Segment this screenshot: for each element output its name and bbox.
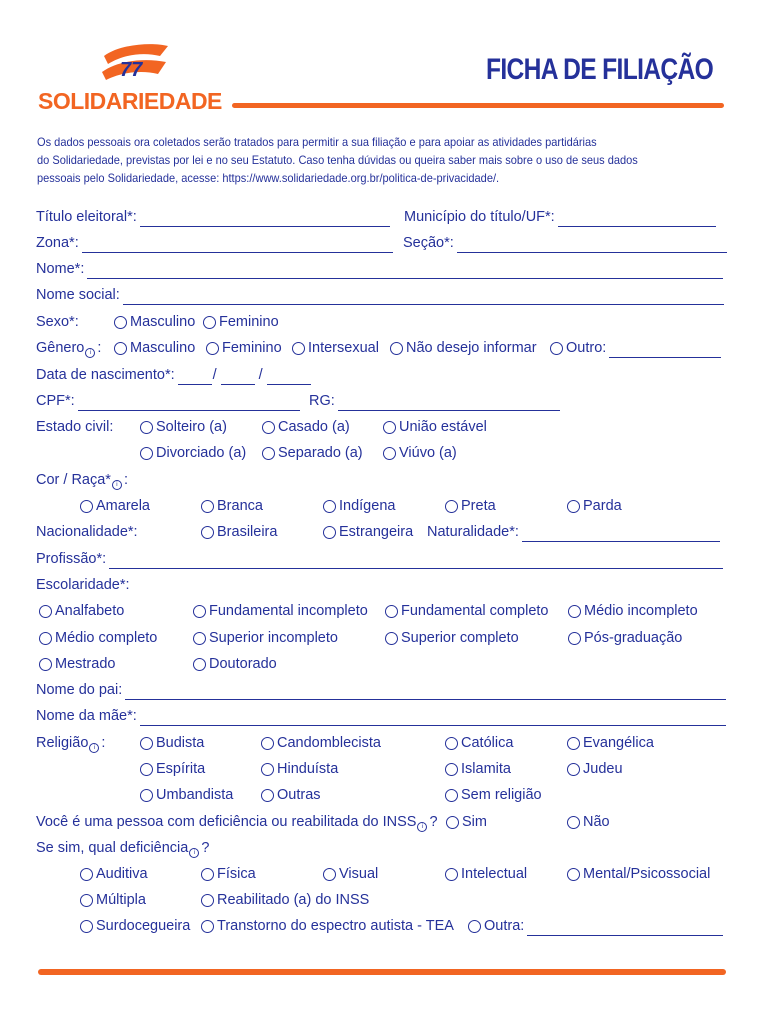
option-label: Múltipla: [96, 892, 146, 908]
radio-button[interactable]: [567, 816, 580, 829]
row-religiao-3: [36, 785, 728, 807]
option-outras[interactable]: [261, 785, 321, 805]
row-deficiencia-3: [36, 916, 728, 938]
option-label: Feminino: [222, 340, 282, 356]
titulo-blank[interactable]: [140, 211, 390, 227]
zona-field[interactable]: [36, 233, 393, 253]
option-label: Surdocegueira: [96, 918, 191, 934]
radio-button[interactable]: [193, 605, 206, 618]
option-deficiencia-outra[interactable]: [468, 916, 723, 936]
option-judeu[interactable]: [567, 759, 623, 779]
option-label: Médio incompleto: [584, 603, 698, 619]
info-icon[interactable]: i: [189, 848, 199, 858]
row-deficiencia-q: [36, 812, 728, 834]
option-branca[interactable]: [201, 496, 263, 516]
radio-button[interactable]: [567, 763, 580, 776]
header-divider: [232, 103, 724, 108]
nascimento-field[interactable]: [36, 365, 311, 385]
radio-button[interactable]: [323, 526, 336, 539]
row-genero: [36, 338, 728, 360]
option-reabilitado-inss[interactable]: [201, 890, 369, 910]
row-nome-social: [36, 285, 728, 307]
day-blank[interactable]: [178, 369, 212, 385]
option-umbandista[interactable]: [140, 785, 233, 805]
privacy-notice-line: pessoais pelo Solidariedade, acesse: https://www.solidariedade.org.br/politica-de-privacidade/.: [37, 171, 500, 185]
profissao-field[interactable]: [36, 549, 723, 569]
option-label: Separado (a): [278, 445, 363, 461]
radio-button[interactable]: [390, 342, 403, 355]
radio-button[interactable]: [201, 868, 214, 881]
option-fundamental-completo[interactable]: [385, 601, 549, 621]
genero-label-colon: :: [97, 340, 102, 356]
estado-civil-label: Estado civil:: [36, 419, 114, 435]
radio-button[interactable]: [468, 920, 481, 933]
radio-button[interactable]: [114, 316, 127, 329]
titulo-field[interactable]: [36, 207, 390, 227]
option-genero-outro[interactable]: [550, 338, 721, 358]
rg-field[interactable]: [309, 391, 560, 411]
radio-button[interactable]: [201, 526, 214, 539]
option-label: Preta: [461, 498, 496, 514]
option-label: Masculino: [130, 314, 196, 330]
radio-button[interactable]: [80, 894, 93, 907]
radio-button[interactable]: [323, 868, 336, 881]
info-icon[interactable]: i: [89, 743, 99, 753]
option-label: Superior incompleto: [209, 630, 338, 646]
option-separado[interactable]: [262, 443, 363, 463]
option-label: Parda: [583, 498, 622, 514]
nome-mae-blank[interactable]: [140, 710, 726, 726]
option-multipla[interactable]: [80, 890, 146, 910]
option-label: Masculino: [130, 340, 196, 356]
row-sexo: [36, 312, 728, 334]
year-blank[interactable]: [267, 369, 311, 385]
option-deficiencia-sim[interactable]: [446, 812, 487, 832]
row-deficiencia-2: [36, 890, 728, 912]
rg-label: RG:: [309, 393, 335, 409]
nome-blank[interactable]: [87, 263, 723, 279]
option-label: Católica: [461, 735, 514, 751]
nome-pai-blank[interactable]: [125, 684, 726, 700]
option-label: Reabilitado (a) do INSS: [217, 892, 370, 908]
option-sem-religiao[interactable]: [445, 785, 542, 805]
option-islamita[interactable]: [445, 759, 511, 779]
info-icon[interactable]: i: [85, 348, 95, 358]
radio-button[interactable]: [323, 500, 336, 513]
option-label: Judeu: [583, 761, 623, 777]
option-label: Visual: [339, 866, 379, 882]
option-label: Fundamental completo: [401, 603, 549, 619]
cor-raca-label-colon: :: [123, 472, 128, 488]
option-label: Branca: [217, 498, 263, 514]
nome-social-label: Nome social:: [36, 287, 120, 303]
option-evangelica[interactable]: [567, 733, 654, 753]
cor-raca-label-text: Cor / Raça*: [36, 472, 111, 488]
option-genero-nao-informar[interactable]: [390, 338, 537, 358]
row-nome-mae: [36, 706, 728, 728]
option-preta[interactable]: [445, 496, 496, 516]
option-pos-graduacao[interactable]: [568, 628, 682, 648]
municipio-blank[interactable]: [558, 211, 716, 227]
option-label: Física: [217, 866, 256, 882]
option-label: Candomblecista: [277, 735, 381, 751]
radio-button[interactable]: [383, 421, 396, 434]
naturalidade-field[interactable]: [427, 522, 720, 542]
option-superior-completo[interactable]: [385, 628, 519, 648]
page-title: FICHA DE FILIAÇÃO: [486, 53, 714, 86]
option-fisica[interactable]: [201, 864, 256, 884]
option-visual[interactable]: [323, 864, 378, 884]
month-blank[interactable]: [221, 369, 255, 385]
row-escolaridade-1: [36, 601, 728, 623]
row-estado-civil-2: [36, 443, 728, 465]
logo-mark: [100, 42, 170, 90]
row-qual-deficiencia: [36, 838, 728, 860]
option-amarela[interactable]: [80, 496, 150, 516]
nome-pai-field[interactable]: [36, 680, 726, 700]
naturalidade-label: Naturalidade*:: [427, 524, 519, 540]
radio-button[interactable]: [193, 632, 206, 645]
radio-button[interactable]: [567, 868, 580, 881]
radio-button[interactable]: [567, 737, 580, 750]
option-uniao-estavel[interactable]: [383, 417, 487, 437]
radio-button[interactable]: [140, 789, 153, 802]
row-cpf-rg: [36, 391, 728, 413]
option-label: Mestrado: [55, 656, 116, 672]
nacionalidade-label: Nacionalidade*:: [36, 524, 138, 540]
row-religiao-2: [36, 759, 728, 781]
option-auditiva[interactable]: [80, 864, 148, 884]
option-label: Feminino: [219, 314, 279, 330]
option-label: Transtorno do espectro autista - TEA: [217, 918, 454, 934]
cpf-field[interactable]: [36, 391, 300, 411]
genero-outro-blank[interactable]: [609, 342, 721, 358]
religiao-label: [36, 733, 105, 753]
cor-raca-label: [36, 470, 128, 490]
radio-button[interactable]: [385, 632, 398, 645]
cpf-blank[interactable]: [78, 395, 300, 411]
radio-button[interactable]: [80, 920, 93, 933]
row-estado-civil-1: [36, 417, 728, 439]
option-genero-masculino[interactable]: [114, 338, 195, 358]
radio-button[interactable]: [445, 789, 458, 802]
radio-button[interactable]: [39, 605, 52, 618]
option-label: Não: [583, 814, 610, 830]
option-genero-feminino[interactable]: [206, 338, 282, 358]
genero-label: [36, 338, 101, 358]
radio-button[interactable]: [261, 737, 274, 750]
privacy-notice: [37, 133, 737, 187]
radio-button[interactable]: [114, 342, 127, 355]
option-catolica[interactable]: [445, 733, 513, 753]
religiao-label-text: Religião: [36, 735, 89, 751]
row-titulo-municipio: [36, 207, 728, 229]
logo-number: 77: [120, 59, 143, 81]
row-cor-raca: [36, 496, 728, 518]
option-brasileira[interactable]: [201, 522, 277, 542]
escolaridade-label: Escolaridade*:: [36, 577, 130, 593]
radio-button[interactable]: [383, 447, 396, 460]
option-label: União estável: [399, 419, 487, 435]
municipio-field[interactable]: [404, 207, 716, 227]
option-medio-incompleto[interactable]: [568, 601, 698, 621]
radio-button[interactable]: [445, 500, 458, 513]
option-solteiro[interactable]: [140, 417, 227, 437]
profissao-blank[interactable]: [109, 553, 723, 569]
date-separator: /: [258, 367, 263, 383]
row-nome-pai: [36, 680, 728, 702]
deficiencia-question-text: Você é uma pessoa com deficiência ou reabilitada do INSS: [36, 814, 417, 830]
option-label: Sim: [462, 814, 487, 830]
option-surdocegueira[interactable]: [80, 916, 190, 936]
qual-deficiencia-label: [36, 838, 209, 858]
radio-button[interactable]: [80, 868, 93, 881]
row-zona-secao: [36, 233, 728, 255]
deficiencia-question-mark: ?: [429, 814, 438, 830]
municipio-label: Município do título/UF*:: [404, 209, 555, 225]
religiao-label-colon: :: [101, 735, 106, 751]
qual-deficiencia-text: Se sim, qual deficiência: [36, 840, 189, 856]
sexo-label: Sexo*:: [36, 314, 79, 330]
radio-button[interactable]: [550, 342, 563, 355]
row-deficiencia-1: [36, 864, 728, 886]
option-superior-incompleto[interactable]: [193, 628, 338, 648]
option-label: Espírita: [156, 761, 206, 777]
info-icon[interactable]: i: [417, 822, 427, 832]
naturalidade-blank[interactable]: [522, 526, 720, 542]
option-label: Não desejo informar: [406, 340, 537, 356]
zona-blank[interactable]: [82, 237, 393, 253]
option-label: Outra:: [484, 918, 525, 934]
logo-text: SOLIDARIEDADE: [38, 88, 222, 114]
option-label: Mental/Psicossocial: [583, 866, 711, 882]
option-label: Fundamental incompleto: [209, 603, 368, 619]
qual-deficiencia-mark: ?: [201, 840, 210, 856]
nome-pai-label: Nome do pai:: [36, 682, 123, 698]
privacy-notice-line: do Solidariedade, previstas por lei e no seu Estatuto. Caso tenha dúvidas ou queira saber mais sobre o uso de seus dados: [37, 153, 638, 167]
radio-button[interactable]: [262, 447, 275, 460]
option-budista[interactable]: [140, 733, 204, 753]
option-sexo-feminino[interactable]: [203, 312, 279, 332]
option-parda[interactable]: [567, 496, 622, 516]
radio-button[interactable]: [292, 342, 305, 355]
option-label: Amarela: [96, 498, 150, 514]
option-label: Hinduísta: [277, 761, 339, 777]
genero-label-text: Gênero: [36, 340, 85, 356]
radio-button[interactable]: [385, 605, 398, 618]
nome-label: Nome*:: [36, 261, 85, 277]
option-sexo-masculino[interactable]: [114, 312, 195, 332]
radio-button[interactable]: [203, 316, 216, 329]
date-separator: /: [212, 367, 217, 383]
radio-button[interactable]: [206, 342, 219, 355]
option-divorciado[interactable]: [140, 443, 246, 463]
row-escolaridade-3: [36, 654, 728, 676]
deficiencia-outra-blank[interactable]: [527, 920, 723, 936]
option-analfabeto[interactable]: [39, 601, 124, 621]
option-candomblecista[interactable]: [261, 733, 381, 753]
secao-label: Seção*:: [403, 235, 454, 251]
option-espirita[interactable]: [140, 759, 205, 779]
row-cor-raca-label: [36, 470, 728, 492]
row-religiao-1: [36, 733, 728, 755]
option-label: Superior completo: [401, 630, 519, 646]
radio-button[interactable]: [39, 632, 52, 645]
radio-button[interactable]: [201, 920, 214, 933]
option-indigena[interactable]: [323, 496, 395, 516]
radio-button[interactable]: [201, 500, 214, 513]
radio-button[interactable]: [262, 421, 275, 434]
row-escolaridade-label: [36, 575, 728, 597]
option-mestrado[interactable]: [39, 654, 115, 674]
secao-blank[interactable]: [457, 237, 727, 253]
option-label: Médio completo: [55, 630, 158, 646]
option-label: Pós-graduação: [584, 630, 683, 646]
deficiencia-question: [36, 812, 438, 832]
option-tea[interactable]: [201, 916, 454, 936]
zona-label: Zona*:: [36, 235, 79, 251]
option-doutorado[interactable]: [193, 654, 277, 674]
option-label: Brasileira: [217, 524, 278, 540]
option-label: Estrangeira: [339, 524, 414, 540]
option-label: Islamita: [461, 761, 511, 777]
radio-button[interactable]: [201, 894, 214, 907]
radio-button[interactable]: [445, 737, 458, 750]
radio-button[interactable]: [140, 447, 153, 460]
radio-button[interactable]: [140, 763, 153, 776]
option-hinduista[interactable]: [261, 759, 338, 779]
option-label: Sem religião: [461, 787, 542, 803]
row-nascimento: [36, 365, 728, 387]
option-fundamental-incompleto[interactable]: [193, 601, 368, 621]
radio-button[interactable]: [446, 816, 459, 829]
option-label: Indígena: [339, 498, 396, 514]
option-label: Auditiva: [96, 866, 148, 882]
option-label: Budista: [156, 735, 205, 751]
option-label: Casado (a): [278, 419, 350, 435]
cpf-label: CPF*:: [36, 393, 75, 409]
option-label: Outro:: [566, 340, 607, 356]
row-profissao: [36, 549, 728, 571]
nascimento-label: Data de nascimento*:: [36, 367, 175, 383]
option-label: Solteiro (a): [156, 419, 227, 435]
radio-button[interactable]: [261, 789, 274, 802]
radio-button[interactable]: [140, 421, 153, 434]
option-label: Analfabeto: [55, 603, 125, 619]
radio-button[interactable]: [445, 868, 458, 881]
nome-mae-field[interactable]: [36, 706, 726, 726]
radio-button[interactable]: [568, 632, 581, 645]
nome-mae-label: Nome da mãe*:: [36, 708, 137, 724]
option-label: Umbandista: [156, 787, 234, 803]
option-label: Outras: [277, 787, 321, 803]
option-label: Viúvo (a): [399, 445, 457, 461]
radio-button[interactable]: [567, 500, 580, 513]
option-estrangeira[interactable]: [323, 522, 413, 542]
option-mental-psicossocial[interactable]: [567, 864, 710, 884]
option-label: Divorciado (a): [156, 445, 247, 461]
option-casado[interactable]: [262, 417, 350, 437]
option-label: Intersexual: [308, 340, 379, 356]
row-nome: [36, 259, 728, 281]
titulo-label: Título eleitoral*:: [36, 209, 137, 225]
radio-button[interactable]: [568, 605, 581, 618]
option-label: Intelectual: [461, 866, 528, 882]
privacy-notice-line: Os dados pessoais ora coletados serão tratados para permitir a sua filiação e para apoiar as atividades partidárias: [37, 135, 597, 149]
option-deficiencia-nao[interactable]: [567, 812, 610, 832]
profissao-label: Profissão*:: [36, 551, 107, 567]
radio-button[interactable]: [80, 500, 93, 513]
option-intelectual[interactable]: [445, 864, 527, 884]
footer-divider: [38, 969, 726, 975]
row-escolaridade-2: [36, 628, 728, 650]
radio-button[interactable]: [140, 737, 153, 750]
option-label: Doutorado: [209, 656, 277, 672]
nome-field[interactable]: [36, 259, 723, 279]
option-genero-intersexual[interactable]: [292, 338, 379, 358]
rg-blank[interactable]: [338, 395, 560, 411]
info-icon[interactable]: i: [112, 480, 122, 490]
option-label: Evangélica: [583, 735, 654, 751]
nome-social-blank[interactable]: [123, 289, 724, 305]
radio-button[interactable]: [193, 658, 206, 671]
radio-button[interactable]: [261, 763, 274, 776]
row-nacionalidade: [36, 522, 728, 544]
radio-button[interactable]: [445, 763, 458, 776]
secao-field[interactable]: [403, 233, 727, 253]
nome-social-field[interactable]: [36, 285, 724, 305]
option-medio-completo[interactable]: [39, 628, 157, 648]
radio-button[interactable]: [39, 658, 52, 671]
option-viuvo[interactable]: [383, 443, 457, 463]
